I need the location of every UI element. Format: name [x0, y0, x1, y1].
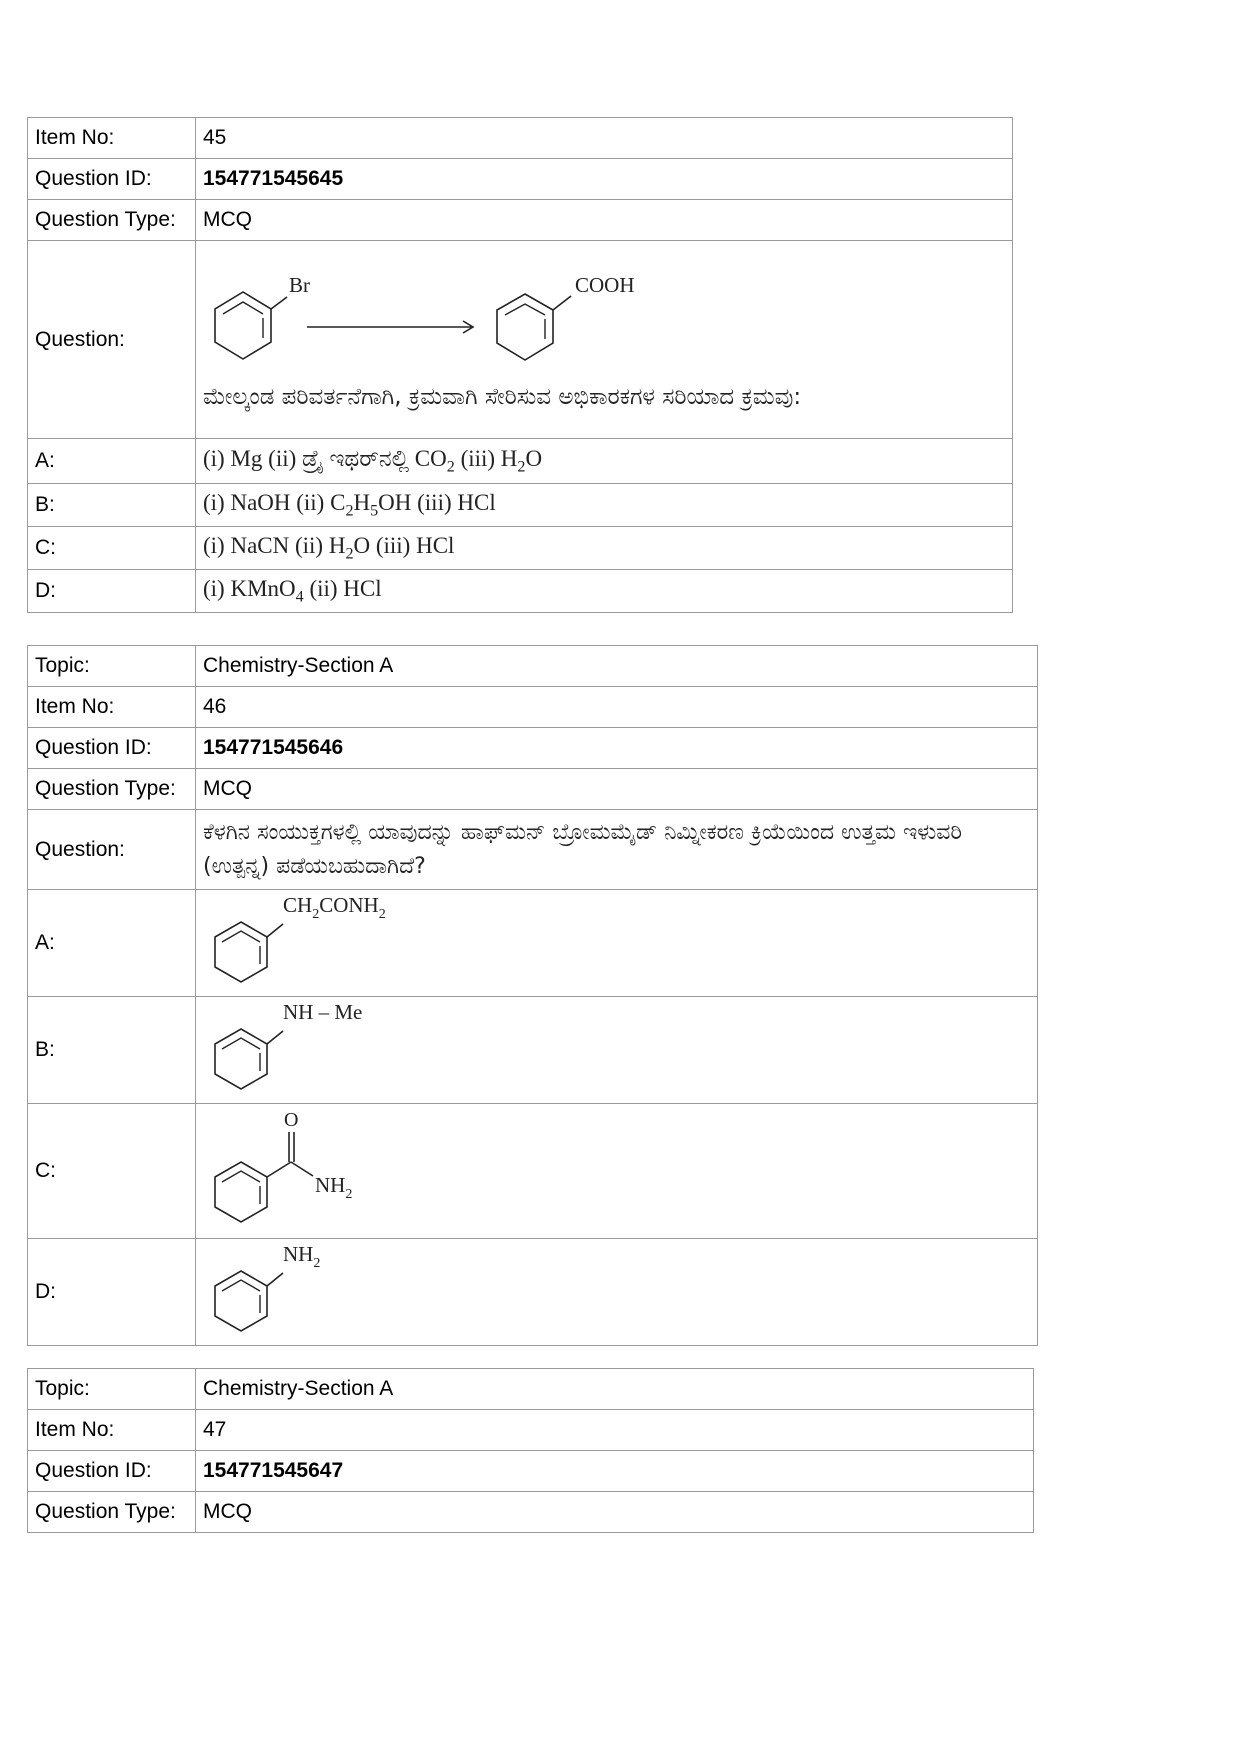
option-content[interactable] [196, 439, 1013, 484]
option-text: (i) NaCN (ii) H [203, 532, 346, 558]
phenylacetamide-structure [203, 890, 423, 990]
option-label: B: [28, 997, 196, 1104]
item-value: 47 [196, 1410, 1034, 1451]
question-id-value: 154771545647 [196, 1451, 1034, 1492]
option-content[interactable] [196, 1239, 1038, 1346]
topic-row [28, 1369, 1034, 1410]
question-label: Question: [28, 241, 196, 439]
aniline-structure [203, 1239, 423, 1339]
option-label: A: [28, 439, 196, 484]
item-label: Item No: [28, 1410, 196, 1451]
option-text: (i) Mg (ii) ಡ್ರೈ ಇಥರ್‌ನಲ್ಲಿ CO [203, 445, 447, 471]
question-id-value: 154771545646 [196, 728, 1038, 769]
question-content [196, 241, 1013, 439]
option-label: B: [28, 484, 196, 527]
option-content[interactable] [196, 527, 1013, 570]
reaction-arrow [307, 321, 473, 333]
bromobenzene-structure [215, 273, 310, 359]
question-id-row [28, 728, 1038, 769]
formula-subscript: 2 [345, 1187, 353, 1202]
option-label: C: [28, 1104, 196, 1239]
question-row [28, 810, 1038, 890]
option-row-a [28, 890, 1038, 997]
question-type-value: MCQ [196, 200, 1013, 241]
option-row-b [28, 484, 1013, 527]
option-row-a [28, 439, 1013, 484]
substituent-label [283, 1242, 320, 1271]
topic-value: Chemistry-Section A [196, 1369, 1034, 1410]
option-text: OH (iii) HCl [378, 489, 496, 515]
question-type-row [28, 200, 1013, 241]
topic-row [28, 646, 1038, 687]
option-label: D: [28, 1239, 196, 1346]
option-text: O [525, 445, 543, 471]
subscript: 2 [345, 502, 354, 520]
question-id-label: Question ID: [28, 1451, 196, 1492]
question-id-row [28, 1451, 1034, 1492]
question-type-row [28, 769, 1038, 810]
formula-part: NH [283, 1242, 314, 1266]
question-type-label: Question Type: [28, 200, 196, 241]
question-id-row [28, 159, 1013, 200]
option-content[interactable] [196, 890, 1038, 997]
topic-value: Chemistry-Section A [196, 646, 1038, 687]
question-id-label: Question ID: [28, 728, 196, 769]
carboxyl-substituent-label: COOH [575, 272, 635, 297]
option-text: H [353, 489, 371, 515]
question-type-label: Question Type: [28, 1492, 196, 1533]
formula-subscript: 2 [312, 907, 320, 922]
question-table-46 [27, 645, 1038, 1346]
item-value: 46 [196, 687, 1038, 728]
subscript: 2 [446, 458, 455, 476]
question-table-47 [27, 1368, 1034, 1533]
benzoic-acid-structure [497, 273, 635, 360]
subscript: 2 [345, 545, 354, 563]
formula-subscript: 2 [313, 1256, 321, 1271]
item-label: Item No: [28, 118, 196, 159]
question-table-45 [27, 117, 1013, 613]
option-row-c [28, 1104, 1038, 1239]
bromo-substituent-label: Br [289, 272, 310, 297]
option-row-b [28, 997, 1038, 1104]
formula-part: NH [315, 1173, 346, 1197]
substituent-label: NH – Me [283, 1000, 363, 1024]
option-label: D: [28, 570, 196, 613]
question-type-label: Question Type: [28, 769, 196, 810]
question-type-value: MCQ [196, 769, 1038, 810]
option-text: O (iii) HCl [353, 532, 455, 558]
option-content[interactable] [196, 997, 1038, 1104]
question-text: ಮೇಲ್ಕಂಡ ಪರಿವರ್ತನೆಗಾಗಿ, ಕ್ರಮವಾಗಿ ಸೇರಿಸುವ ಅಭಿಕಾರಕಗಳ ಸರಿಯಾದ ಕ್ರಮವು: [203, 383, 802, 410]
topic-label: Topic: [28, 1369, 196, 1410]
question-type-value: MCQ [196, 1492, 1034, 1533]
reaction-scheme [203, 264, 663, 364]
question-id-label: Question ID: [28, 159, 196, 200]
option-label: A: [28, 890, 196, 997]
option-text: (ii) HCl [303, 575, 382, 601]
subscript: 2 [517, 458, 526, 476]
option-content[interactable] [196, 570, 1013, 613]
option-row-c [28, 527, 1013, 570]
item-row [28, 1410, 1034, 1451]
option-row-d [28, 1239, 1038, 1346]
formula-part: CONH [319, 893, 379, 917]
n-methylaniline-structure [203, 997, 423, 1097]
question-text: ಕೆಳಗಿನ ಸಂಯುಕ್ತಗಳಲ್ಲಿ ಯಾವುದನ್ನು ಹಾಫ್‌ಮನ್ ಬ್ರೋಮಮೈಡ್ ನಿಮ್ನೀಕರಣ ಕ್ರಿಯೆಯಿಂದ ಉತ್ತಮ ಇಳುವರಿ (ಉತ್ಪನ್ನ) ಪಡೆಯಬಹುದಾಗಿದೆ? [196, 810, 1038, 890]
formula-part: CH [283, 893, 313, 917]
question-type-row [28, 1492, 1034, 1533]
substituent-label [283, 893, 386, 922]
question-row [28, 241, 1013, 439]
item-value: 45 [196, 118, 1013, 159]
carbonyl-oxygen-label: O [284, 1109, 299, 1131]
benzamide-structure [203, 1104, 423, 1232]
question-label: Question: [28, 810, 196, 890]
formula-subscript: 2 [378, 907, 386, 922]
item-row [28, 118, 1013, 159]
option-content[interactable] [196, 484, 1013, 527]
option-row-d [28, 570, 1013, 613]
subscript: 4 [295, 588, 304, 606]
option-text: (i) NaOH (ii) C [203, 489, 346, 515]
subscript: 5 [370, 502, 379, 520]
item-row [28, 687, 1038, 728]
topic-label: Topic: [28, 646, 196, 687]
option-label: C: [28, 527, 196, 570]
question-id-value: 154771545645 [196, 159, 1013, 200]
option-content[interactable] [196, 1104, 1038, 1239]
amide-label [315, 1173, 352, 1202]
option-text: (i) KMnO [203, 575, 296, 601]
option-text: (iii) H [454, 445, 518, 471]
item-label: Item No: [28, 687, 196, 728]
